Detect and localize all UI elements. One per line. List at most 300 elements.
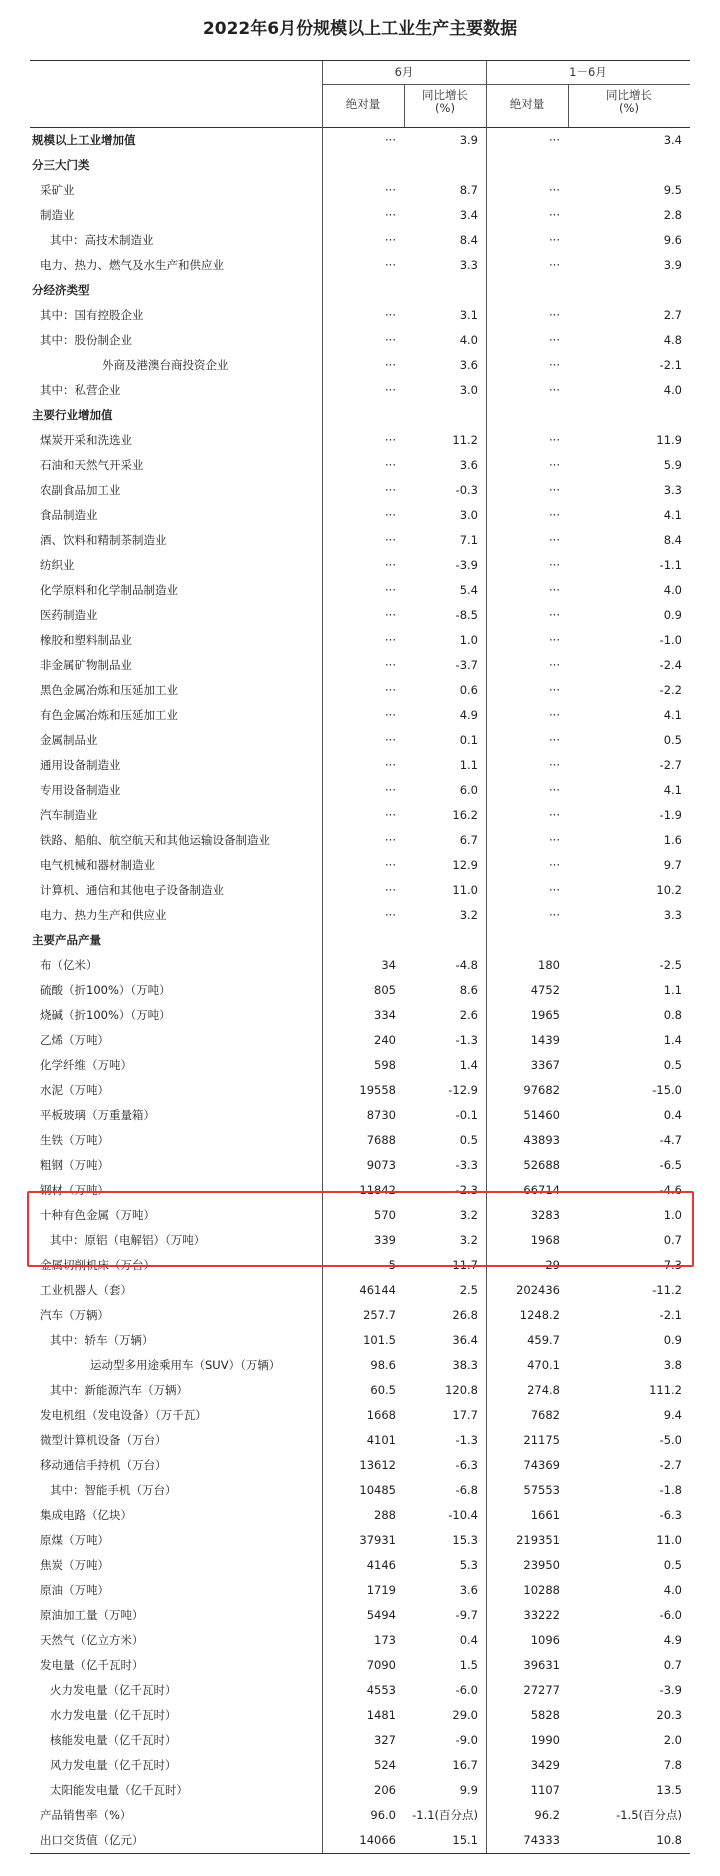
june-growth: 3.1 [459, 308, 478, 322]
table-row [30, 1078, 690, 1103]
ytd-absolute: ··· [549, 658, 560, 672]
june-absolute: 805 [374, 983, 396, 997]
table-row [30, 1303, 690, 1328]
row-label: 工业机器人（套） [40, 1283, 132, 1297]
row-label: 其中：原铝（电解铝）（万吨） [50, 1233, 206, 1247]
ytd-growth: 1.0 [663, 1208, 682, 1222]
table-row [30, 1353, 690, 1378]
table-row [30, 1428, 690, 1453]
row-label: 微型计算机设备（万台） [40, 1433, 167, 1447]
table-row [30, 953, 690, 978]
row-label: 焦炭（万吨） [40, 1558, 109, 1572]
row-label: 移动通信手持机（万台） [40, 1458, 167, 1472]
row-label: 粗钢（万吨） [40, 1158, 109, 1172]
june-absolute: ··· [385, 133, 396, 147]
june-growth: 7.1 [459, 533, 478, 547]
june-growth: 120.8 [445, 1383, 478, 1397]
ytd-growth: -7.3 [659, 1258, 682, 1272]
june-growth: -4.8 [455, 958, 478, 972]
june-absolute: ··· [385, 183, 396, 197]
ytd-absolute: ··· [549, 733, 560, 747]
june-growth: 1.0 [459, 633, 478, 647]
june-growth: 3.2 [459, 1233, 478, 1247]
june-growth: 3.0 [459, 383, 478, 397]
ytd-absolute: ··· [549, 308, 560, 322]
table-row [30, 803, 690, 828]
june-growth: -1.3 [455, 1433, 478, 1447]
table-row [30, 703, 690, 728]
ytd-growth: 10.8 [656, 1833, 682, 1847]
june-absolute: ··· [385, 458, 396, 472]
column-divider [322, 61, 323, 1853]
row-label: 采矿业 [40, 183, 75, 197]
june-growth: 2.6 [459, 1008, 478, 1022]
ytd-absolute: ··· [549, 833, 560, 847]
ytd-growth: 9.6 [663, 233, 682, 247]
row-label: 其中：高技术制造业 [50, 233, 154, 247]
june-absolute: ··· [385, 858, 396, 872]
june-absolute: 240 [374, 1033, 396, 1047]
june-absolute: 288 [374, 1508, 396, 1522]
june-growth: 26.8 [452, 1308, 478, 1322]
ytd-growth: 5.9 [663, 458, 682, 472]
ytd-absolute: 97682 [523, 1083, 560, 1097]
june-growth: 16.7 [452, 1758, 478, 1772]
june-absolute: ··· [385, 833, 396, 847]
ytd-absolute: 39631 [523, 1658, 560, 1672]
ytd-growth [568, 153, 690, 178]
june-growth: 5.3 [459, 1558, 478, 1572]
june-absolute: 1668 [366, 1408, 396, 1422]
ytd-growth: -4.7 [659, 1133, 682, 1147]
row-label: 金属制品业 [40, 733, 98, 747]
june-absolute: 14066 [359, 1833, 396, 1847]
table-row [30, 1778, 690, 1803]
ytd-absolute: 1990 [530, 1733, 560, 1747]
row-label: 制造业 [40, 208, 75, 222]
june-absolute: 11842 [359, 1183, 396, 1197]
ytd-growth: 111.2 [649, 1383, 682, 1397]
ytd-growth: -4.6 [659, 1183, 682, 1197]
june-growth [404, 403, 486, 428]
june-absolute: ··· [385, 508, 396, 522]
row-label: 其中：智能手机（万台） [50, 1483, 177, 1497]
ytd-absolute: 1096 [530, 1633, 560, 1647]
ytd-absolute: 23950 [523, 1558, 560, 1572]
row-label: 原油加工量（万吨） [40, 1608, 144, 1622]
table-row [30, 1553, 690, 1578]
june-absolute: ··· [385, 208, 396, 222]
ytd-growth: -1.5(百分点) [616, 1808, 682, 1822]
june-growth: 3.2 [459, 908, 478, 922]
ytd-growth: 3.3 [663, 908, 682, 922]
table-row [30, 1803, 690, 1828]
june-growth [404, 928, 486, 953]
ytd-growth: 11.0 [656, 1533, 682, 1547]
june-absolute: ··· [385, 808, 396, 822]
table-row [30, 1478, 690, 1503]
table-row [30, 828, 690, 853]
ytd-growth: 0.4 [663, 1108, 682, 1122]
june-absolute: 4101 [366, 1433, 396, 1447]
ytd-growth: 4.0 [663, 583, 682, 597]
header-growth-ytd [568, 89, 690, 115]
ytd-absolute: 1965 [530, 1008, 560, 1022]
ytd-growth: -1.9 [659, 808, 682, 822]
row-label: 平板玻璃（万重量箱） [40, 1108, 155, 1122]
row-label: 纺织业 [40, 558, 75, 572]
table-row [30, 553, 690, 578]
ytd-growth: -11.2 [652, 1283, 682, 1297]
table-section-row [30, 403, 690, 428]
june-absolute: ··· [385, 883, 396, 897]
june-growth: -11.7 [448, 1258, 478, 1272]
row-label: 黑色金属冶炼和压延加工业 [40, 683, 178, 697]
ytd-absolute: ··· [549, 558, 560, 572]
june-absolute: 327 [374, 1733, 396, 1747]
row-label: 火力发电量（亿千瓦时） [50, 1683, 177, 1697]
june-growth: 17.7 [452, 1408, 478, 1422]
header-growth-month [404, 89, 486, 115]
june-absolute: 5 [388, 1258, 396, 1272]
june-growth: 11.2 [452, 433, 478, 447]
ytd-absolute: ··· [549, 908, 560, 922]
june-growth [404, 278, 486, 303]
june-growth: 11.0 [452, 883, 478, 897]
row-label: 其中：私营企业 [40, 383, 121, 397]
june-growth: 16.2 [452, 808, 478, 822]
june-absolute: 101.5 [363, 1333, 396, 1347]
ytd-absolute: ··· [549, 808, 560, 822]
ytd-absolute: 29 [545, 1258, 560, 1272]
ytd-absolute: ··· [549, 458, 560, 472]
table-row [30, 178, 690, 203]
ytd-growth: 1.4 [663, 1033, 682, 1047]
table-row [30, 1628, 690, 1653]
table-row [30, 578, 690, 603]
table-row [30, 353, 690, 378]
june-growth: 3.9 [459, 133, 478, 147]
ytd-growth: -2.5 [659, 958, 682, 972]
june-growth: -10.4 [448, 1508, 478, 1522]
june-absolute: ··· [385, 733, 396, 747]
row-label: 非金属矿物制品业 [40, 658, 132, 672]
june-growth: 5.4 [459, 583, 478, 597]
row-label: 其中：轿车（万辆） [50, 1333, 154, 1347]
ytd-growth: 11.9 [656, 433, 682, 447]
table-section-row [30, 153, 690, 178]
ytd-growth: 9.7 [663, 858, 682, 872]
june-growth: 0.5 [459, 1133, 478, 1147]
table-section-row [30, 928, 690, 953]
june-growth: 38.3 [452, 1358, 478, 1372]
ytd-absolute: 74333 [523, 1833, 560, 1847]
ytd-absolute: ··· [549, 608, 560, 622]
table-row [30, 1653, 690, 1678]
table-row [30, 1403, 690, 1428]
row-label: 硫酸（折100%）（万吨） [40, 983, 171, 997]
june-growth: 6.0 [459, 783, 478, 797]
june-growth: 1.1 [459, 758, 478, 772]
row-label: 天然气（亿立方米） [40, 1633, 144, 1647]
row-label: 食品制造业 [40, 508, 98, 522]
june-absolute: ··· [385, 783, 396, 797]
row-label: 烧碱（折100%）（万吨） [40, 1008, 171, 1022]
june-absolute: 598 [374, 1058, 396, 1072]
ytd-absolute: 274.8 [527, 1383, 560, 1397]
ytd-growth: 0.7 [663, 1233, 682, 1247]
ytd-growth: -6.3 [659, 1508, 682, 1522]
row-label: 分经济类型 [32, 283, 90, 297]
header-growth-unit: (%) [435, 101, 455, 115]
table-body [30, 128, 690, 1853]
table-row [30, 778, 690, 803]
june-absolute: 173 [374, 1633, 396, 1647]
june-absolute: ··· [385, 708, 396, 722]
ytd-absolute: ··· [549, 758, 560, 772]
june-absolute: 60.5 [370, 1383, 396, 1397]
ytd-growth: 4.1 [663, 708, 682, 722]
ytd-absolute: 470.1 [527, 1358, 560, 1372]
june-growth: 1.5 [459, 1658, 478, 1672]
june-growth: -0.1 [455, 1108, 478, 1122]
ytd-growth: 3.3 [663, 483, 682, 497]
june-absolute: 98.6 [370, 1358, 396, 1372]
june-growth: 3.3 [459, 258, 478, 272]
ytd-absolute: ··· [549, 208, 560, 222]
table-row [30, 1203, 690, 1228]
ytd-growth [568, 278, 690, 303]
row-label: 酒、饮料和精制茶制造业 [40, 533, 167, 547]
june-absolute: 4553 [366, 1683, 396, 1697]
row-label: 其中：股份制企业 [40, 333, 132, 347]
header-abs-ytd: 绝对量 [509, 97, 545, 111]
table-header [30, 61, 690, 128]
ytd-absolute: 51460 [523, 1108, 560, 1122]
june-absolute: ··· [385, 533, 396, 547]
table-row [30, 228, 690, 253]
ytd-growth: -2.4 [659, 658, 682, 672]
june-absolute: 339 [374, 1233, 396, 1247]
table-row [30, 753, 690, 778]
june-absolute: 570 [374, 1208, 396, 1222]
table-row [30, 1753, 690, 1778]
june-absolute: ··· [385, 583, 396, 597]
ytd-absolute: ··· [549, 883, 560, 897]
ytd-growth: -2.7 [659, 1458, 682, 1472]
table-row [30, 1378, 690, 1403]
row-label: 风力发电量（亿千瓦时） [50, 1758, 177, 1772]
ytd-absolute: 1107 [530, 1783, 560, 1797]
june-growth: -6.0 [455, 1683, 478, 1697]
table-row [30, 1178, 690, 1203]
row-label: 水力发电量（亿千瓦时） [50, 1708, 177, 1722]
ytd-absolute: ··· [549, 433, 560, 447]
row-label: 电力、热力生产和供应业 [40, 908, 167, 922]
june-growth: 36.4 [452, 1333, 478, 1347]
ytd-absolute: ··· [549, 858, 560, 872]
ytd-absolute: ··· [549, 183, 560, 197]
june-growth: 4.9 [459, 708, 478, 722]
ytd-growth: -1.8 [659, 1483, 682, 1497]
ytd-absolute: ··· [549, 258, 560, 272]
ytd-absolute: ··· [549, 583, 560, 597]
ytd-absolute: 43893 [523, 1133, 560, 1147]
june-absolute: 9073 [366, 1158, 396, 1172]
june-absolute: 1719 [366, 1583, 396, 1597]
ytd-absolute: 3283 [530, 1208, 560, 1222]
row-label: 石油和天然气开采业 [40, 458, 144, 472]
ytd-absolute: ··· [549, 508, 560, 522]
ytd-absolute: 52688 [523, 1158, 560, 1172]
june-growth: 3.4 [459, 208, 478, 222]
ytd-absolute: 1661 [530, 1508, 560, 1522]
row-label: 主要行业增加值 [32, 408, 113, 422]
row-label: 通用设备制造业 [40, 758, 121, 772]
june-absolute: ··· [385, 683, 396, 697]
ytd-absolute: 7682 [530, 1408, 560, 1422]
ytd-absolute: 96.2 [534, 1808, 560, 1822]
table-row [30, 303, 690, 328]
june-absolute: 257.7 [363, 1308, 396, 1322]
june-absolute: 7090 [366, 1658, 396, 1672]
ytd-absolute [486, 278, 568, 303]
june-growth: -0.3 [455, 483, 478, 497]
june-absolute: 206 [374, 1783, 396, 1797]
ytd-growth: -1.1 [659, 558, 682, 572]
ytd-growth: -3.9 [659, 1683, 682, 1697]
table-row [30, 528, 690, 553]
june-growth: 15.1 [452, 1833, 478, 1847]
table-row [30, 1228, 690, 1253]
table-row [30, 1253, 690, 1278]
june-absolute: 37931 [359, 1533, 396, 1547]
row-label: 橡胶和塑料制品业 [40, 633, 132, 647]
table-row [30, 503, 690, 528]
ytd-growth [568, 928, 690, 953]
june-growth: 0.4 [459, 1633, 478, 1647]
ytd-growth: 2.8 [663, 208, 682, 222]
ytd-absolute: 21175 [523, 1433, 560, 1447]
june-growth: -2.3 [455, 1183, 478, 1197]
june-growth: 3.0 [459, 508, 478, 522]
ytd-absolute: ··· [549, 708, 560, 722]
june-growth: -12.9 [448, 1083, 478, 1097]
ytd-growth: -6.0 [659, 1608, 682, 1622]
ytd-growth: 0.8 [663, 1008, 682, 1022]
ytd-growth: 7.8 [663, 1758, 682, 1772]
june-absolute: 1481 [366, 1708, 396, 1722]
ytd-growth: 10.2 [656, 883, 682, 897]
row-label: 太阳能发电量（亿千瓦时） [50, 1783, 188, 1797]
ytd-absolute: 202436 [516, 1283, 560, 1297]
row-label: 出口交货值（亿元） [40, 1833, 144, 1847]
header-ytd: 1－6月 [569, 65, 607, 79]
june-growth: 8.7 [459, 183, 478, 197]
ytd-absolute: 33222 [523, 1608, 560, 1622]
june-absolute: ··· [385, 658, 396, 672]
ytd-growth: 13.5 [656, 1783, 682, 1797]
table-row [30, 1828, 690, 1853]
june-absolute: 19558 [359, 1083, 396, 1097]
june-growth: 3.2 [459, 1208, 478, 1222]
row-label: 乙烯（万吨） [40, 1033, 109, 1047]
june-growth: 8.4 [459, 233, 478, 247]
row-label: 汽车（万辆） [40, 1308, 109, 1322]
june-growth: -1.1(百分点) [412, 1808, 478, 1822]
row-label: 农副食品加工业 [40, 483, 121, 497]
june-absolute: 7688 [366, 1133, 396, 1147]
row-label: 十种有色金属（万吨） [40, 1208, 155, 1222]
ytd-growth: 0.5 [663, 733, 682, 747]
row-label: 原煤（万吨） [40, 1533, 109, 1547]
header-subline [322, 84, 690, 85]
june-absolute: 5494 [366, 1608, 396, 1622]
table-section-row [30, 128, 690, 153]
june-absolute: 8730 [366, 1108, 396, 1122]
table-row [30, 328, 690, 353]
table-row [30, 428, 690, 453]
june-absolute: ··· [385, 383, 396, 397]
table-row [30, 1728, 690, 1753]
row-label: 汽车制造业 [40, 808, 98, 822]
june-absolute: ··· [385, 908, 396, 922]
ytd-absolute: ··· [549, 358, 560, 372]
june-growth: 12.9 [452, 858, 478, 872]
ytd-growth: 4.1 [663, 508, 682, 522]
ytd-growth: 20.3 [656, 1708, 682, 1722]
data-table [30, 60, 690, 1854]
ytd-growth: 9.5 [663, 183, 682, 197]
row-label: 医药制造业 [40, 608, 98, 622]
june-growth [404, 153, 486, 178]
ytd-absolute: 74369 [523, 1458, 560, 1472]
table-row [30, 1703, 690, 1728]
row-label: 布（亿米） [40, 958, 98, 972]
june-absolute: ··· [385, 633, 396, 647]
june-growth: 15.3 [452, 1533, 478, 1547]
june-absolute: ··· [385, 608, 396, 622]
page-title: 2022年6月份规模以上工业生产主要数据 [202, 19, 518, 39]
table-row [30, 1578, 690, 1603]
ytd-absolute [486, 928, 568, 953]
table-row [30, 628, 690, 653]
june-absolute: ··· [385, 358, 396, 372]
row-label: 发电机组（发电设备）（万千瓦） [40, 1408, 207, 1422]
june-absolute: ··· [385, 758, 396, 772]
row-label: 原油（万吨） [40, 1583, 109, 1597]
ytd-growth: 2.7 [663, 308, 682, 322]
ytd-absolute [486, 153, 568, 178]
june-absolute: 524 [374, 1758, 396, 1772]
ytd-absolute: 66714 [523, 1183, 560, 1197]
header-growth-unit: (%) [619, 101, 639, 115]
june-absolute: ··· [385, 558, 396, 572]
table-row [30, 253, 690, 278]
ytd-absolute: 3429 [530, 1758, 560, 1772]
table-row [30, 1028, 690, 1053]
ytd-absolute: 180 [538, 958, 560, 972]
row-label: 钢材（万吨） [40, 1183, 109, 1197]
june-absolute: 334 [374, 1008, 396, 1022]
june-growth: -6.3 [455, 1458, 478, 1472]
june-growth: 3.6 [459, 358, 478, 372]
ytd-growth: 4.0 [663, 383, 682, 397]
ytd-absolute: 57553 [523, 1483, 560, 1497]
ytd-absolute: 1968 [530, 1233, 560, 1247]
row-label: 化学纤维（万吨） [40, 1058, 132, 1072]
ytd-absolute: ··· [549, 383, 560, 397]
